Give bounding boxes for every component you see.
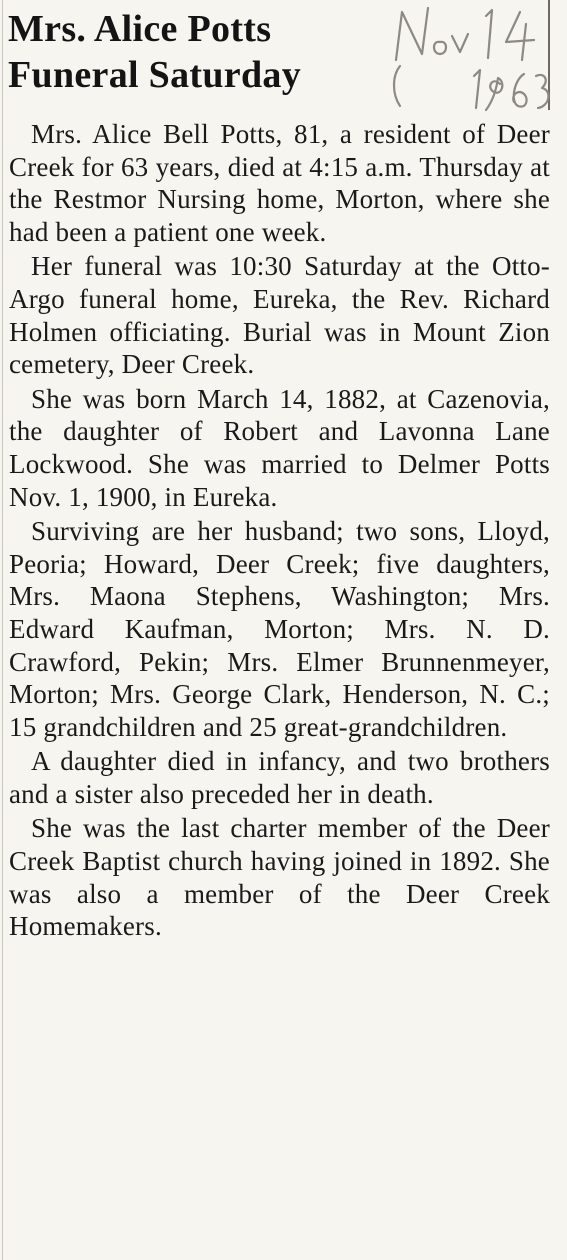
paragraph-3: She was born March 14, 1882, at Cazenovia, the daughter of Robert and Lavonna Lane Lockwood. She was married to Delmer Potts Nov. 1, 1900, in Eureka. [9,383,550,512]
paragraph-5: A daughter died in infancy, and two brothers and a sister also preceded her in death. [9,746,550,809]
paragraph-1: Mrs. Alice Bell Potts, 81, a resident of Deer Creek for 63 years, died at 4:15 a.m. Thursday at the Restmor Nursing home, Morton, where she had been a patient one week. [9,119,550,247]
handwritten-date-note [388,2,553,117]
headline-line-2: Funeral Saturday [8,54,301,96]
left-column-rule [2,0,3,1260]
headline [8,6,301,98]
headline-line-1: Mrs. Alice Potts [8,8,272,50]
paragraph-2: Her funeral was 10:30 Saturday at the Otto-Argo funeral home, Eureka, the Rev. Richard Holmen officiating. Burial was in Mount Zion cemetery, Deer Creek. [9,251,550,380]
article-body [9,118,550,943]
paragraph-6: She was the last charter member of the Deer Creek Baptist church having joined in 1892. She was also a member of the Deer Creek Homemakers. [9,813,550,942]
paragraph-4: Surviving are her husband; two sons, Lloyd, Peoria; Howard, Deer Creek; five daughters, Mrs. Maona Stephens, Washington; Mrs. Edward Kaufman, Morton; Mrs. N. D. Crawford, Pekin; Mrs. Elmer Brunnenmeyer, Morton; Mrs. George Clark, Henderson, N. C.; 15 grandchildren and 25 great-grandchildren. [9,516,550,742]
